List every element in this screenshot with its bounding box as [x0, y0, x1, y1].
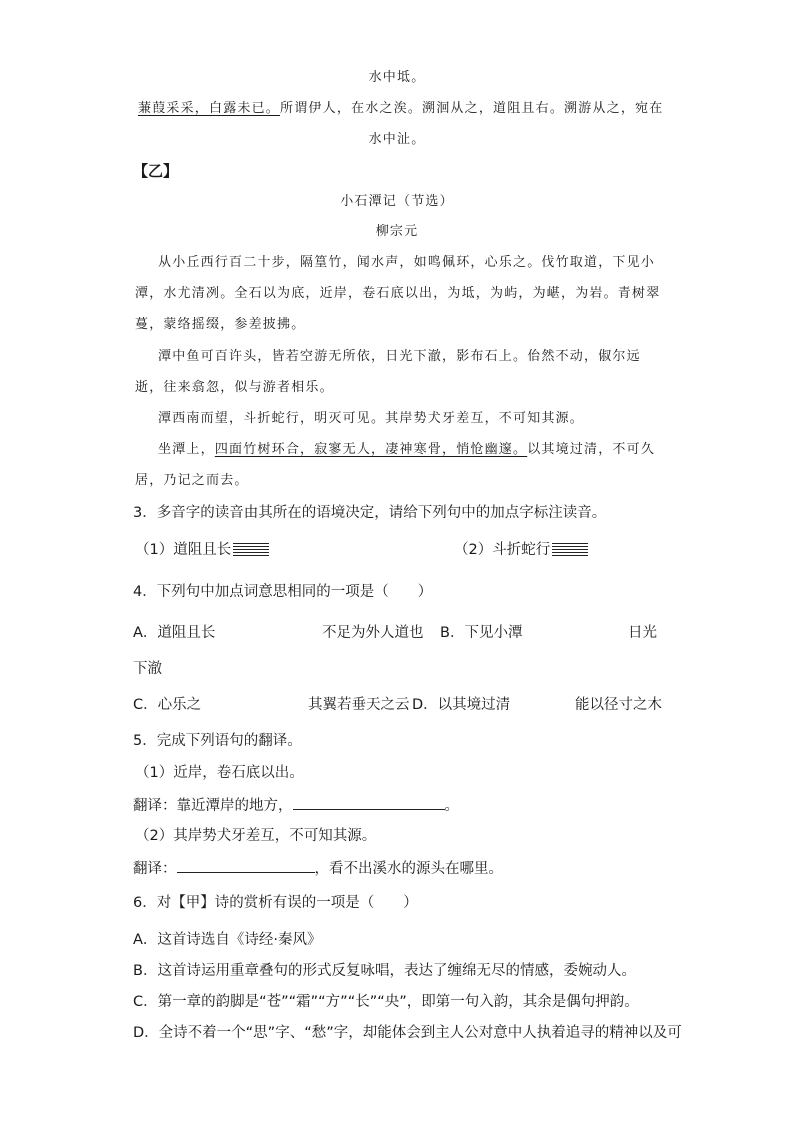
q5-translation-2	[133, 858, 503, 879]
passage-line: 蔓，蒙络摇缀，参差披拂。	[135, 317, 306, 332]
translation-suffix: ，看不出溪水的源头在哪里。	[314, 861, 503, 877]
underlined-phrase: 四面竹树环合，寂寥无人，凄神寒骨，悄怆幽邃。	[214, 442, 528, 457]
passage-line: 潭西南而望，斗折蛇行，明灭可见。其岸势犬牙差互，不可知其源。	[158, 411, 585, 426]
q4-option-d[interactable]: D．以其境过清	[412, 697, 511, 713]
q4-option-b[interactable]: B．下见小潭	[440, 625, 523, 641]
passage-line	[158, 440, 655, 460]
q6-option-a[interactable]: A．这首诗选自《诗经·秦风》	[133, 932, 322, 948]
passage-text: 以其境过清，不可久	[527, 442, 656, 457]
translation-prefix: 翻译：	[133, 861, 177, 877]
passage-author: 柳宗元	[375, 224, 419, 239]
question-3-stem: 3．多音字的读音由其所在的语境决定，请给下列句中的加点字标注读音。	[133, 505, 607, 521]
underlined-phrase: 蒹葭采采，白露未已。	[138, 101, 281, 116]
section-label: 【乙】	[133, 162, 179, 180]
passage-line: 潭中鱼可百许头，皆若空游无所依，日光下澈，影布石上。佁然不动，俶尔远	[158, 349, 641, 364]
question-6-stem: 6．对【甲】诗的赏析有误的一项是（ ）	[133, 895, 418, 911]
q4-option-a[interactable]: A．道阻且长	[133, 625, 216, 641]
q3-item-2	[454, 540, 588, 560]
q4-option-a-pair: 不足为外人道也	[322, 625, 424, 641]
pinyin-answer-box[interactable]	[233, 541, 269, 556]
poem-line	[138, 99, 663, 119]
q4-option-b-pair: 下澈	[133, 661, 162, 677]
passage-line: 潭，水尤清冽。全石以为底，近岸，卷石底以出，为坻，为屿，为嵁，为岩。青树翠	[135, 286, 661, 301]
passage-text: 坐潭上，	[158, 442, 215, 457]
question-5-stem: 5．完成下列语句的翻译。	[133, 733, 302, 749]
poem-text: 所谓伊人，在水之涘。溯洄从之，道阻且右。溯游从之，宛在	[280, 101, 664, 116]
passage-line: 居，乃记之而去。	[135, 473, 249, 488]
passage-title: 小石潭记（节选）	[340, 194, 454, 209]
translation-prefix: 翻译：靠近潭岸的地方，	[133, 798, 293, 814]
passage-line: 从小丘西行百二十步，隔篁竹，闻水声，如鸣佩环，心乐之。伐竹取道，下见小	[158, 255, 656, 270]
pinyin-answer-box[interactable]	[552, 541, 588, 556]
poem-line: 水中坻。	[368, 70, 426, 85]
q6-option-c[interactable]: C．第一章的韵脚是“苍”“霜”“方”“长”“央”，即第一句入韵，其余是偶句押韵。	[133, 994, 639, 1010]
translation-blank[interactable]	[293, 795, 445, 810]
translation-suffix: 。	[444, 798, 459, 814]
q3-item-2-text: （2）斗折蛇行	[454, 542, 551, 558]
q5-translation-1	[133, 795, 459, 816]
question-4-stem: 4．下列句中加点词意思相同的一项是（ ）	[133, 584, 433, 600]
translation-blank[interactable]	[177, 858, 315, 873]
q4-option-c-pair: 其翼若垂天之云	[308, 697, 410, 713]
q4-option-b-pair: 日光	[628, 625, 657, 641]
q3-item-1	[135, 540, 269, 560]
q6-option-d[interactable]: D．全诗不着一个“思”字、“愁”字，却能体会到主人公对意中人执着追寻的精神以及可	[133, 1025, 682, 1041]
q5-sentence-2: （2）其岸势犬牙差互，不可知其源。	[135, 828, 377, 844]
poem-line: 水中沚。	[368, 132, 426, 147]
q3-item-1-text: （1）道阻且长	[135, 542, 232, 558]
q4-option-c[interactable]: C．心乐之	[133, 697, 202, 713]
q5-sentence-1: （1）近岸，卷石底以出。	[135, 765, 304, 781]
q4-option-d-pair: 能以径寸之木	[575, 697, 662, 713]
q6-option-b[interactable]: B．这首诗运用重章叠句的形式反复咏唱，表达了缠绵无尽的情感，委婉动人。	[133, 963, 636, 979]
passage-line: 逝，往来翕忽，似与游者相乐。	[135, 380, 334, 395]
